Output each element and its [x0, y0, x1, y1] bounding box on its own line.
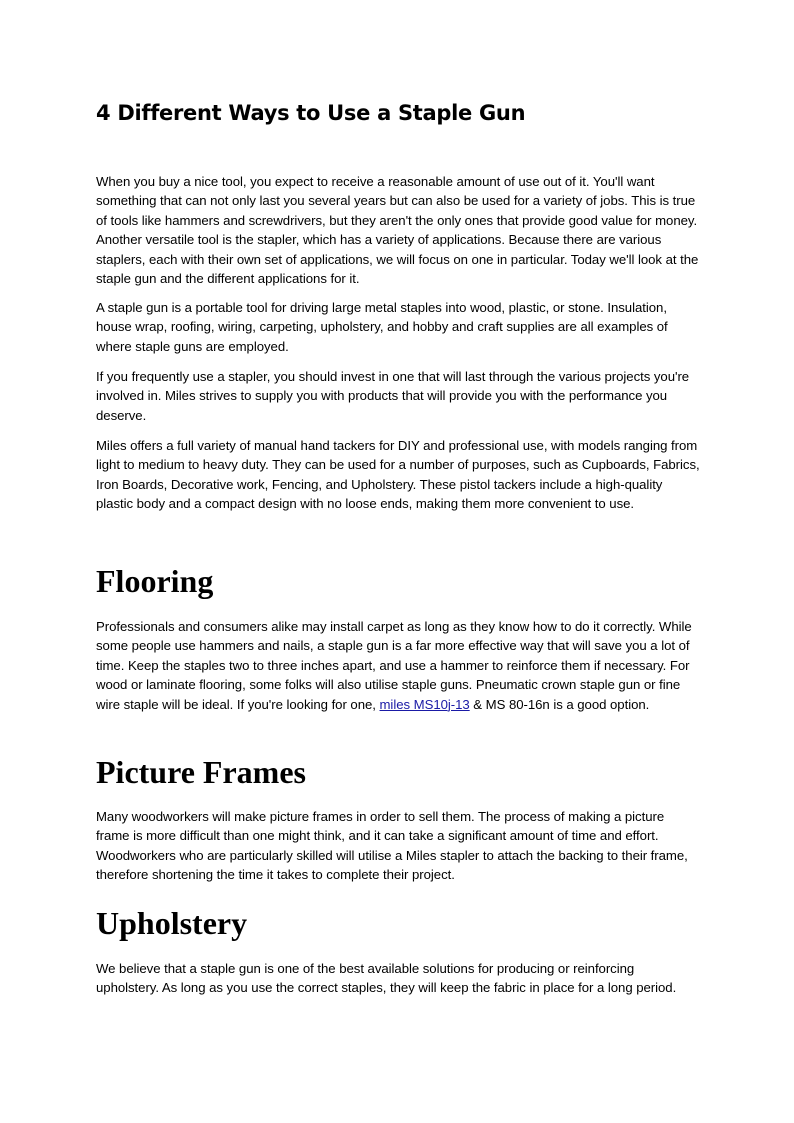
flooring-text-after-link: & MS 80-16n is a good option.: [469, 696, 650, 712]
intro-paragraph-2: A staple gun is a portable tool for driving large metal staples into wood, plastic, or stone. Insulation, house wrap, roofing, wiring, carpeting, upholstery, and hobby and craft supplies are all examples of where staple guns are employed.: [96, 300, 668, 354]
article-title: 4 Different Ways to Use a Staple Gun: [96, 101, 526, 125]
picture-frames-heading: Picture Frames: [96, 754, 306, 790]
intro-paragraph-1: When you buy a nice tool, you expect to receive a reasonable amount of use out of it. You'll want something that can not only last you several years but can also be used for a variety of jobs. This is true of tools like hammers and screwdrivers, but they aren't the only ones that provide good value for money. Another versatile tool is the stapler, which has a variety of applications. Because there are various staplers, each with their own set of applications, we will focus on one in particular. Today we'll look at the staple gun and the different applications for it.: [96, 174, 699, 287]
upholstery-heading: Upholstery: [96, 905, 248, 941]
upholstery-paragraph: We believe that a staple gun is one of the best available solutions for producing or reinforcing upholstery. As long as you use the correct staples, they will keep the fabric in place for a long period.: [96, 961, 677, 996]
flooring-paragraph: [96, 617, 700, 714]
picture-frames-paragraph: Many woodworkers will make picture frames in order to sell them. The process of making a picture frame is more difficult than one might think, and it can take a significant amount of time and effort. Woodworkers who are particularly skilled will utilise a Miles stapler to attach the backing to their frame, therefore shortening the time it takes to complete their project.: [96, 809, 688, 883]
intro-paragraph-3: If you frequently use a stapler, you should invest in one that will last through the various projects you're involved in. Miles strives to supply you with products that will provide you with the performance you deserve.: [96, 369, 690, 423]
intro-paragraph-4: Miles offers a full variety of manual hand tackers for DIY and professional use, with models ranging from light to medium to heavy duty. They can be used for a number of purposes, such as Cupboards, Fabrics, Iron Boards, Decorative work, Fencing, and Upholstery. These pistol tackers include a high-quality plastic body and a compact design with no loose ends, making them more convenient to use.: [96, 438, 700, 512]
miles-ms10j-13-link[interactable]: miles MS10j-13: [379, 696, 470, 712]
flooring-text-before-link: Professionals and consumers alike may install carpet as long as they know how to do it correctly. While some people use hammers and nails, a staple gun is a far more effective way that will save you a lot of time. Keep the staples two to three inches apart, and use a hammer to reinforce them if necessary. For wood or laminate flooring, some folks will also utilise staple guns. Pneumatic crown staple gun or fine wire staple will be ideal. If you're looking for one,: [96, 619, 692, 712]
flooring-heading: Flooring: [96, 563, 214, 599]
